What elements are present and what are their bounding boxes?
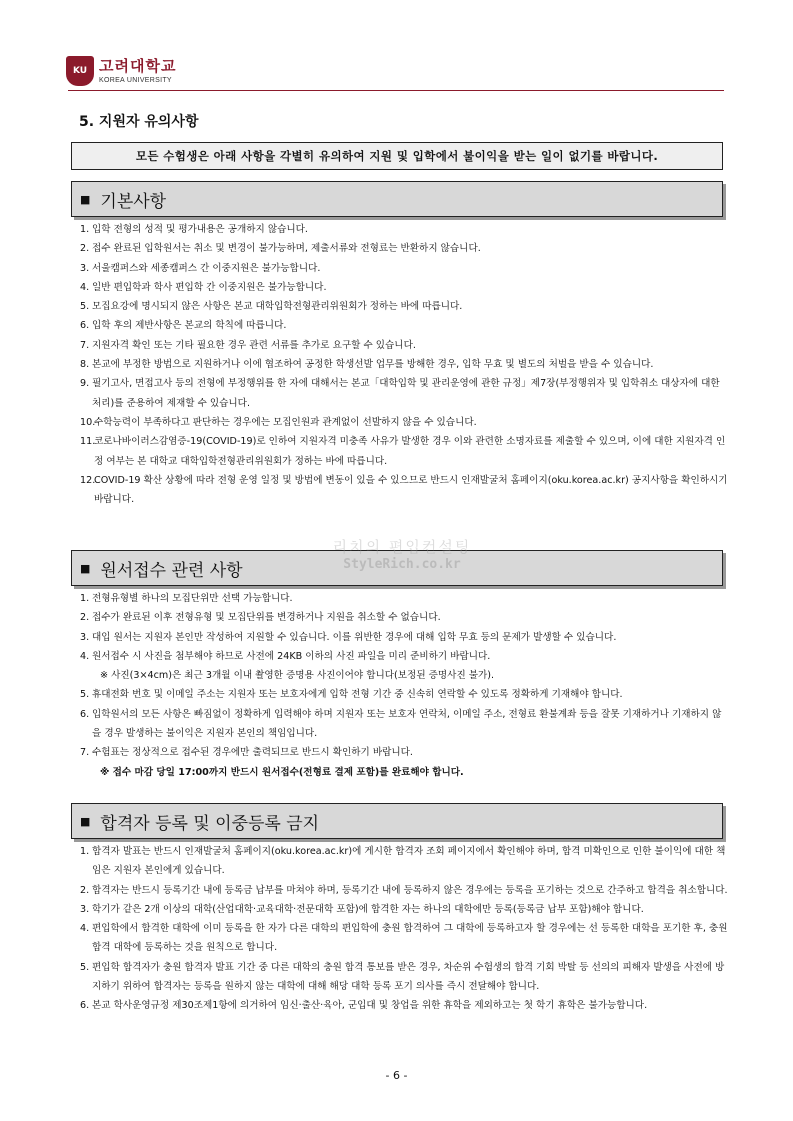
item-number: 5. <box>80 961 90 973</box>
item-number: 6. <box>80 1000 90 1012</box>
item-text: COVID-19 확산 상황에 따라 전형 운영 일정 및 방법에 변동이 있을 수 있으므로 반드시 인재발굴처 홈페이지(oku.korea.ac.kr) 공지사항을 확인하시기 바랍니다. <box>94 474 728 506</box>
item-number: 12. <box>80 474 96 486</box>
item-number: 8. <box>80 359 90 371</box>
page-title: 5. 지원자 유의사항 <box>79 114 199 130</box>
item-number: 9. <box>80 378 90 390</box>
list-item <box>80 763 728 782</box>
item-text: 입학원서의 모든 사항은 빠짐없이 정확하게 입력해야 하며 지원자 또는 보호자 연락처, 이메일 주소, 전형료 환불계좌 등을 잘못 기재하거나 기재하지 않을 경우 발생하는 불이익은 지원자 본인의 책임입니다. <box>92 708 722 740</box>
item-text: 접수가 완료된 이후 전형유형 및 모집단위를 변경하거나 지원을 취소할 수 없습니다. <box>92 612 441 624</box>
list-item <box>80 374 728 413</box>
item-number: 3. <box>80 631 90 643</box>
item-number: 4. <box>80 923 90 935</box>
item-text: 필기고사, 면접고사 등의 전형에 부정행위를 한 자에 대해서는 본교「대학입학 및 관리운영에 관한 규정」제7장(부정행위자 및 입학취소 대상자에 대한 처리)를 준용하여 제재할 수 있습니다. <box>92 378 720 409</box>
list-item <box>80 316 728 335</box>
logo-english: KOREA UNIVERSITY <box>99 76 172 84</box>
list-item <box>80 336 728 355</box>
item-number: 7. <box>80 339 90 351</box>
item-number: 4. <box>80 281 90 293</box>
list-item <box>80 919 728 958</box>
list-item <box>80 666 728 685</box>
item-text: 수험표는 정상적으로 접수된 경우에만 출력되므로 반드시 확인하기 바랍니다. <box>92 747 413 759</box>
item-text: 본교 학사운영규정 제30조제1항에 의거하여 임신·출산·육아, 군입대 및 창업을 위한 휴학을 제외하고는 첫 학기 휴학은 불가능합니다. <box>92 1000 648 1012</box>
crest-icon: KU <box>66 56 94 86</box>
list-item <box>80 608 728 627</box>
item-number: 1. <box>80 846 90 857</box>
item-note: ※ 접수 마감 당일 17:00까지 반드시 원서접수(전형료 결제 포함)를 완료해야 합니다. <box>100 766 464 778</box>
list-item <box>80 432 728 471</box>
item-text: 일반 편입학과 학사 편입학 간 이중지원은 불가능합니다. <box>92 281 327 293</box>
square-bullet-icon: ■ <box>80 561 91 575</box>
item-number: 1. <box>80 593 90 604</box>
section-header-title: 원서접수 관련 사항 <box>100 560 243 581</box>
watermark <box>322 536 482 572</box>
university-logo <box>66 55 176 87</box>
item-number: 2. <box>80 612 90 624</box>
item-text: 합격자는 반드시 등록기간 내에 등록금 납부를 마쳐야 하며, 등록기간 내에 등록하지 않은 경우에는 등록을 포기하는 것으로 간주하고 합격을 취소합니다. <box>92 884 728 896</box>
section-header-title: 기본사항 <box>100 191 167 212</box>
item-number: 10. <box>80 416 96 428</box>
page-number: - 6 - <box>385 1069 408 1082</box>
list-item <box>80 958 728 997</box>
item-number: 6. <box>80 708 90 720</box>
item-text: 서울캠퍼스와 세종캠퍼스 간 이중지원은 불가능합니다. <box>92 262 321 274</box>
list-item <box>80 220 728 239</box>
item-number: 3. <box>80 262 90 274</box>
list-item <box>80 413 728 432</box>
item-text: 휴대전화 번호 및 이메일 주소는 지원자 또는 보호자에게 입학 전형 기간 중 신속히 연락할 수 있도록 정확하게 기재해야 합니다. <box>92 689 623 701</box>
item-number: 7. <box>80 747 90 759</box>
item-text: 입학 전형의 성적 및 평가내용은 공개하지 않습니다. <box>92 224 308 235</box>
list-item <box>80 259 728 278</box>
item-number: 5. <box>80 689 90 701</box>
square-bullet-icon: ■ <box>80 192 91 206</box>
list-item <box>80 996 728 1015</box>
list-item <box>80 647 728 666</box>
logo-korean: 고려대학교 <box>99 56 177 75</box>
list-item <box>80 743 728 762</box>
list-item <box>80 881 728 900</box>
item-text: 학기가 같은 2개 이상의 대학(산업대학·교육대학·전문대학 포함)에 합격한 자는 하나의 대학에만 등록(등록금 납부 포함)해야 합니다. <box>92 903 644 915</box>
item-text: 수학능력이 부족하다고 판단하는 경우에는 모집인원과 관계없이 선발하지 않을 수 있습니다. <box>94 416 477 428</box>
item-number: 11. <box>80 436 96 448</box>
watermark-line2: StyleRich.co.kr <box>343 557 461 572</box>
list-item <box>80 239 728 258</box>
item-text: 입학 후의 제반사항은 본교의 학칙에 따릅니다. <box>92 320 287 332</box>
item-text: 대입 원서는 지원자 본인만 작성하여 지원할 수 있습니다. 이를 위반한 경우에 대해 입학 무효 등의 문제가 발생할 수 있습니다. <box>92 631 617 643</box>
item-number: 4. <box>80 650 90 662</box>
item-text: 원서접수 시 사진을 첨부해야 하므로 사전에 24KB 이하의 사진 파일을 미리 준비하기 바랍니다. <box>92 650 491 662</box>
section-header-title: 합격자 등록 및 이중등록 금지 <box>100 813 320 834</box>
item-note: ※ 사진(3×4cm)은 최근 3개월 이내 촬영한 증명용 사진이어야 합니다(보정된 증명사진 불가). <box>100 670 495 682</box>
item-text: 전형유형별 하나의 모집단위만 선택 가능합니다. <box>92 593 293 604</box>
list-item <box>80 589 728 608</box>
item-number: 5. <box>80 301 90 313</box>
item-text: 지원자격 확인 또는 기타 필요한 경우 관련 서류를 추가로 요구할 수 있습니다. <box>92 339 416 351</box>
item-number: 3. <box>80 903 90 915</box>
header-divider <box>68 90 724 91</box>
list-item <box>80 900 728 919</box>
item-text: 편입학 합격자가 충원 합격자 발표 기간 중 다른 대학의 충원 합격 통보를 받은 경우, 차순위 수험생의 합격 기회 박탈 등 선의의 피해자 발생을 사전에 방지하기 위하여 합격자는 등록을 원하지 않는 대학에 대해 해당 대학 등록 포기 의사를 즉시 전달해야 합니다. <box>92 961 725 993</box>
item-text: 모집요강에 명시되지 않은 사항은 본교 대학입학전형관리위원회가 정하는 바에 따릅니다. <box>92 301 463 313</box>
item-number: 6. <box>80 320 90 332</box>
registration-list <box>80 842 728 1016</box>
item-text: 코로나바이러스감염증-19(COVID-19)로 인하여 지원자격 미충족 사유가 발생한 경우 이와 관련한 소명자료를 제출할 수 있으며, 이에 대한 지원자격 인정 여부는 본 대학교 대학입학전형관리위원회가 정하는 바에 따릅니다. <box>94 436 726 467</box>
list-item <box>80 278 728 297</box>
list-item <box>80 471 728 510</box>
item-text: 접수 완료된 입학원서는 취소 및 변경이 불가능하며, 제출서류와 전형료는 반환하지 않습니다. <box>92 243 481 255</box>
list-item <box>80 842 728 881</box>
application-list <box>80 589 728 782</box>
notice-box <box>71 142 723 170</box>
list-item <box>80 705 728 744</box>
list-item <box>80 297 728 316</box>
section-header-basics <box>71 181 723 217</box>
list-item <box>80 685 728 704</box>
item-number: 1. <box>80 224 90 235</box>
list-item <box>80 628 728 647</box>
watermark-line1: 리치의 편입컨설팅 <box>332 538 472 556</box>
section-header-registration <box>71 803 723 839</box>
item-text: 합격자 발표는 반드시 인재발굴처 홈페이지(oku.korea.ac.kr)에 게시한 합격자 조회 페이지에서 확인해야 하며, 합격 미확인으로 인한 불이익에 대한 책임은 지원자 본인에게 있습니다. <box>92 846 726 877</box>
item-text: 편입학에서 합격한 대학에 이미 등록을 한 자가 다른 대학의 편입학에 충원 합격하여 그 대학에 등록하고자 할 경우에는 선 등록한 대학을 포기한 후, 충원 합격 대학에 등록하는 것을 원칙으로 합니다. <box>92 923 728 954</box>
basics-list <box>80 220 728 509</box>
list-item <box>80 355 728 374</box>
item-text: 본교에 부정한 방법으로 지원하거나 이에 협조하여 공정한 학생선발 업무를 방해한 경우, 입학 무효 및 별도의 처벌을 받을 수 있습니다. <box>92 359 654 371</box>
item-number: 2. <box>80 243 90 255</box>
item-number: 2. <box>80 884 90 896</box>
square-bullet-icon: ■ <box>80 814 91 828</box>
notice-text: 모든 수험생은 아래 사항을 각별히 유의하여 지원 및 입학에서 불이익을 받는 일이 없기를 바랍니다. <box>135 149 659 163</box>
